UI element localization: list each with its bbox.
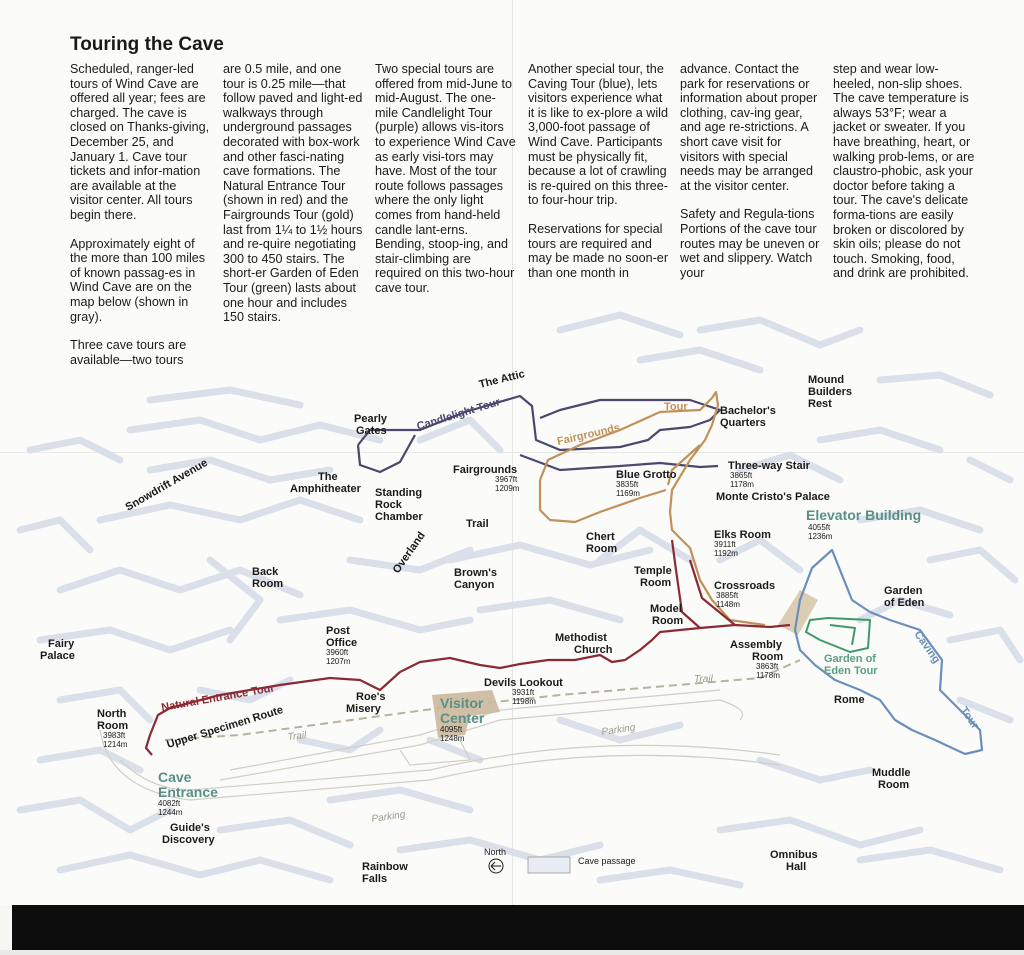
- label-elevator-building: Elevator Building: [806, 507, 922, 523]
- paragraph: Two special tours are offered from mid-June to mid-August. The one-mile Candlelight Tour (purple) allows vis-itors to experience Wind Cave as early visi-tors may have. Most of the tour route follows passages where the only light comes from hand-held candle lant-erns. Bending, stoop-ing, and stair-climbing are required on this two-hour cave tour.: [375, 62, 516, 295]
- label-the-attic: The Attic: [477, 367, 526, 391]
- label-post-office-2: Office: [326, 637, 358, 649]
- elevation-north-room-ft: 3983ft: [103, 731, 126, 740]
- label-garden-of-eden: Garden: [884, 585, 923, 597]
- label-snowdrift-avenue: Snowdrift Avenue: [123, 456, 210, 514]
- label-natural-entrance-tour: Natural Entrance Tour: [160, 682, 276, 714]
- elevation-devils-lookout-m: 1198m: [512, 697, 536, 706]
- page-edge: [0, 950, 1024, 955]
- elevation-blue-grotto-ft: 3835ft: [616, 480, 639, 489]
- label-fairgrounds-route: Fairgrounds: [555, 421, 622, 448]
- label-temple-room-2: Room: [640, 577, 672, 589]
- label-monte-cristos-palace: Monte Cristo's Palace: [716, 491, 830, 503]
- elevation-elevator-building-m: 1236m: [808, 532, 833, 541]
- label-elks-room: Elks Room: [714, 529, 771, 541]
- label-the-amphitheater-2: Amphitheater: [290, 483, 361, 495]
- label-back-room: Back: [252, 566, 279, 578]
- label-methodist-church: Methodist: [555, 632, 607, 644]
- legend-north-label: North: [484, 847, 507, 857]
- label-rainbow-falls: Rainbow: [362, 861, 408, 873]
- label-overland-route: Overland: [390, 529, 428, 576]
- label-trail-west: Trail: [287, 730, 307, 743]
- label-candlelight-tour: Candlelight Tour: [415, 396, 502, 433]
- elevation-devils-lookout-ft: 3931ft: [512, 688, 535, 697]
- label-parking-east: Parking: [600, 722, 636, 738]
- elevation-cave-entrance-ft: 4082ft: [158, 799, 181, 808]
- elevation-elevator-building-ft: 4055ft: [808, 523, 831, 532]
- text-column-4: [528, 62, 670, 294]
- label-garden-of-eden-tour-2: Eden Tour: [824, 665, 878, 677]
- elevation-visitor-center-ft: 4095ft: [440, 725, 463, 734]
- label-parking-west: Parking: [370, 809, 406, 825]
- label-guides-discovery: Guide's: [170, 822, 210, 834]
- label-roes-misery-2: Misery: [346, 703, 381, 715]
- north-arrow-pointer-icon: [491, 862, 501, 870]
- label-visitor-center-2: Center: [440, 710, 485, 726]
- label-garden-of-eden-tour: Garden of: [824, 653, 876, 665]
- paragraph: Reservations for special tours are required and may be made no soon-er than one month in: [528, 221, 669, 280]
- label-crossroads: Crossroads: [714, 580, 776, 592]
- label-assembly-room: Assembly: [730, 639, 782, 651]
- label-guides-discovery-2: Discovery: [162, 834, 215, 846]
- label-standing-rock-chamber: Standing: [375, 487, 423, 499]
- paragraph: step and wear low-heeled, non-slip shoes. The cave temperature is always 53°F; wear a jacket or sweater. If you have breathing, heart, or walking prob-lems, or are claustro-phobic, ask your doctor before taking a tour. The cave's delicate forma-tions are easily broken or discolored by skin oils; please do not touch. Smoking, food, and drink are prohibited.: [833, 62, 975, 281]
- label-pearly-gates-2: Gates: [356, 425, 387, 437]
- label-post-office: Post: [326, 625, 350, 637]
- label-model-room-2: Room: [652, 615, 684, 627]
- label-browns-canyon-2: Canyon: [454, 579, 495, 591]
- label-chert-room: Chert: [586, 531, 615, 543]
- label-fairy-palace-2: Palace: [40, 650, 75, 662]
- label-fairgrounds: Fairgrounds: [453, 464, 518, 476]
- label-overland-trail: Trail: [466, 518, 489, 530]
- label-model-room: Model: [650, 603, 682, 615]
- elevation-fairgrounds-ft: 3967ft: [495, 475, 518, 484]
- text-column-3: [375, 62, 517, 310]
- elevation-three-way-stair-m: 1178m: [730, 480, 754, 489]
- label-muddle-room: Muddle: [872, 767, 911, 779]
- label-mound-builders-rest-3: Rest: [808, 398, 832, 410]
- label-fairgrounds-tour: Tour: [664, 401, 688, 413]
- label-bachelors-quarters-2: Quarters: [720, 417, 766, 429]
- cave-passage-swatch: [528, 857, 570, 873]
- label-blue-grotto: Blue Grotto: [616, 469, 677, 481]
- page-title: Touring the Cave: [70, 34, 224, 55]
- label-pearly-gates: Pearly: [354, 413, 388, 425]
- label-assembly-room-2: Room: [752, 651, 784, 663]
- caving-tour-route: [795, 550, 982, 754]
- label-visitor-center: Visitor: [440, 695, 484, 711]
- label-fairy-palace: Fairy: [48, 638, 75, 650]
- label-roes-misery: Roe's: [356, 691, 386, 703]
- elevation-elks-room-ft: 3911ft: [714, 540, 736, 549]
- paragraph: are 0.5 mile, and one tour is 0.25 mile—that follow paved and light-ed walkways through underground passages decorated with box-work and other fasci-nating cave formations. The Natural Entrance Tour (shown in red) and the Fairgrounds Tour (gold) last from 1¼ to 1½ hours and re-quire negotiating 300 to 450 stairs. The short-er Garden of Eden Tour (green) lasts about one hour and includes 150 stairs.: [223, 62, 363, 325]
- text-column-6: [833, 62, 975, 295]
- label-standing-rock-chamber-2: Rock: [375, 499, 402, 511]
- dark-footer-strip: [12, 905, 1024, 950]
- label-rome: Rome: [834, 694, 865, 706]
- paragraph: advance. Contact the park for reservations or information about proper clothing, cav-ing gear, and age re-strictions. A short cave visit for visitors with special needs may be arranged at the visitor center.: [680, 62, 818, 193]
- label-three-way-stair: Three-way Stair: [728, 460, 810, 472]
- elevation-cave-entrance-m: 1244m: [158, 808, 183, 817]
- label-omnibus-hall-2: Hall: [786, 861, 807, 873]
- label-temple-room: Temple: [634, 565, 672, 577]
- elevation-crossroads-ft: 3885ft: [716, 591, 739, 600]
- paragraph: Another special tour, the Caving Tour (blue), lets visitors experience what it is like to ex-plore a wild 3,000-foot passage of Wind Cave. Participants must be physically fit, because a lot of crawling is re-quired on this three-to four-hour trip.: [528, 62, 668, 208]
- label-back-room-2: Room: [252, 578, 284, 590]
- label-north-room: North: [97, 708, 127, 720]
- elevation-post-office-ft: 3960ft: [326, 648, 349, 657]
- label-chert-room-2: Room: [586, 543, 618, 555]
- paragraph: Scheduled, ranger-led tours of Wind Cave are offered all year; fees are charged. The cave is closed on Thanks-giving, December 25, and January 1. Cave tour tickets and infor-mation are available at the visitor center. All tours begin there.: [70, 62, 210, 222]
- label-methodist-church-2: Church: [574, 644, 613, 656]
- label-mound-builders-rest-2: Builders: [808, 386, 853, 398]
- elevation-post-office-m: 1207m: [326, 657, 351, 666]
- label-omnibus-hall: Omnibus: [770, 849, 818, 861]
- cave-map: [0, 300, 1024, 905]
- label-caving-tour: Tour: [957, 704, 981, 732]
- elevation-visitor-center-m: 1248m: [440, 734, 465, 743]
- label-upper-specimen-route: Upper Specimen Route: [165, 704, 285, 751]
- label-the-amphitheater: The: [318, 471, 338, 483]
- text-column-2: [223, 62, 365, 339]
- label-muddle-room-2: Room: [878, 779, 910, 791]
- paragraph: Three cave tours are available—two tours: [70, 338, 187, 367]
- label-browns-canyon: Brown's: [454, 567, 497, 579]
- label-bachelors-quarters: Bachelor's: [720, 405, 776, 417]
- label-north-room-2: Room: [97, 720, 129, 732]
- label-cave-entrance-2: Entrance: [158, 784, 218, 800]
- elevation-three-way-stair-ft: 3865ft: [730, 471, 753, 480]
- elevation-blue-grotto-m: 1169m: [616, 489, 640, 498]
- label-devils-lookout: Devils Lookout: [484, 677, 563, 689]
- label-standing-rock-chamber-3: Chamber: [375, 511, 423, 523]
- label-mound-builders-rest: Mound: [808, 374, 845, 386]
- paragraph: Approximately eight of the more than 100 miles of known passag-es in Wind Cave are on the map below (shown in gray).: [70, 236, 206, 324]
- label-garden-of-eden-2: of Eden: [884, 597, 925, 609]
- elevation-fairgrounds-m: 1209m: [495, 484, 520, 493]
- elevation-assembly-room-ft: 3863ft: [756, 662, 779, 671]
- elevation-assembly-room-m: 1178m: [756, 671, 780, 680]
- label-cave-entrance: Cave: [158, 769, 192, 785]
- label-trail-east: Trail: [694, 674, 713, 685]
- elevation-elks-room-m: 1192m: [714, 549, 738, 558]
- text-column-5: [680, 62, 822, 294]
- elevation-north-room-m: 1214m: [103, 740, 128, 749]
- elevation-crossroads-m: 1148m: [716, 600, 740, 609]
- legend-cave-passage-label: Cave passage: [578, 856, 636, 866]
- paragraph: Safety and Regula-tions Portions of the cave tour routes may be uneven or wet and slippery. Watch your: [680, 207, 820, 280]
- label-rainbow-falls-2: Falls: [362, 873, 388, 885]
- label-caving-route: Caving: [911, 628, 943, 666]
